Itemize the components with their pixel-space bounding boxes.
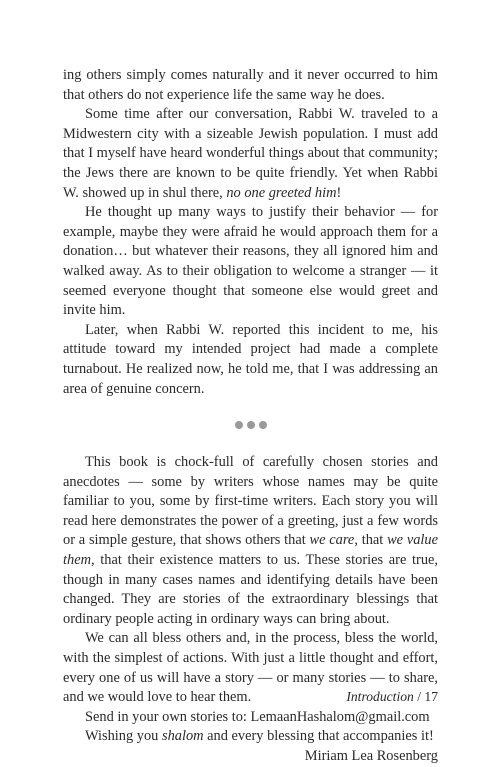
text-run: This book is chock-full of carefully chosen stories and anecdotes — some by writers whose names may be quite familiar to you, some by first-time writers. Each story you will read here demonstrates the power of a greeting, just a few words or a simple gesture, that shows others that bbox=[63, 454, 438, 549]
body-paragraph bbox=[63, 105, 438, 203]
text-run: ! bbox=[336, 184, 342, 201]
emphasis-text: no one greeted him bbox=[226, 184, 337, 201]
text-run: and every blessing that accompanies it! bbox=[203, 728, 434, 745]
text-run: He thought up many ways to justify their behavior — for example, maybe they were afraid he would approach them for a donation… but whatever their reasons, they all ignored him and walked away. As to their obligation to welcome a stranger — it seemed everyone thought that someone else would greet and invite him. bbox=[63, 204, 438, 319]
text-run: Some time after our conversation, Rabbi W. traveled to a Midwestern city with a sizeable Jewish population. I must add that I myself have heard wonderful things about that community; the Jews there are known to be quite friendly. Yet when Rabbi W. showed up in shul there, bbox=[63, 106, 438, 201]
text-run: , that their existence matters to us. These stories are true, though in many cases names and identifying details have been changed. They are stories of the extraordinary blessings that ordinary people acting in ordinary ways can bring about. bbox=[63, 552, 438, 627]
emphasis-text: we care bbox=[309, 532, 355, 549]
text-run: We can all bless others and, in the process, bless the world, with the simplest of actions. With just a little thought and effort, every one of us will have a story — or many stories — to share, and we would love to hear them. bbox=[63, 630, 438, 706]
author-signature: Miriam Lea Rosenberg bbox=[304, 748, 438, 764]
body-paragraph bbox=[63, 708, 438, 728]
body-paragraph bbox=[63, 727, 438, 747]
emphasis-text: we value them bbox=[63, 532, 438, 569]
emphasis-text: shalom bbox=[161, 728, 204, 745]
footer-separator: / bbox=[413, 689, 425, 704]
body-paragraph bbox=[63, 203, 438, 321]
body-paragraph bbox=[63, 453, 438, 629]
body-paragraph bbox=[63, 66, 438, 105]
running-footer bbox=[63, 687, 438, 707]
text-run: Later, when Rabbi W. reported this incident to me, his attitude toward my intended project had made a complete turnabout. He realized now, he told me, that I was addressing an area of genuine concern. bbox=[63, 321, 438, 397]
text-run: Wishing you bbox=[85, 728, 162, 745]
text-run: ing others simply comes naturally and it never occurred to him that others do not experience life the same way he does. bbox=[63, 67, 438, 103]
text-block-top bbox=[63, 66, 438, 399]
footer-section-title: Introduction bbox=[346, 689, 414, 704]
text-run: Send in your own stories to: LemaanHashalom@gmail.com bbox=[85, 708, 430, 725]
text-run: , that bbox=[354, 532, 388, 549]
body-paragraph bbox=[63, 321, 438, 399]
page-number: 17 bbox=[424, 689, 438, 704]
three-dots-ornament-icon bbox=[63, 421, 438, 429]
